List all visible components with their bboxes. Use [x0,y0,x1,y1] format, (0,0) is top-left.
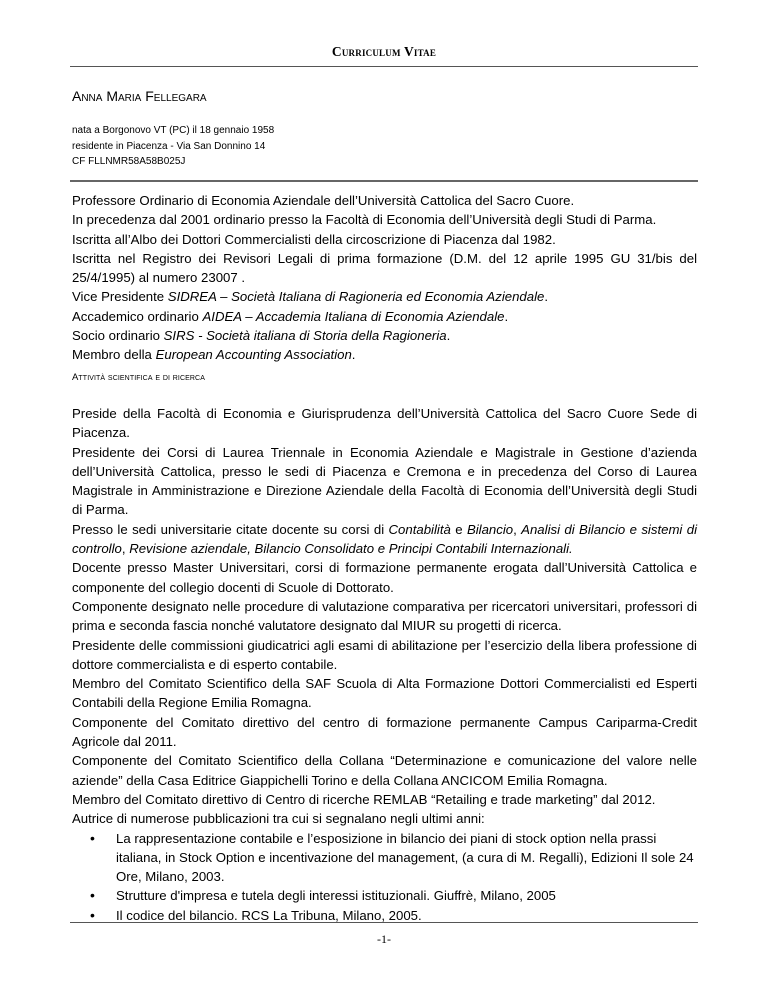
intro-text: Membro della [72,347,156,363]
activity-paragraph [72,520,697,559]
publication-item: • La rappresentazione contabile e l’esposizione in bilancio dei piani di stock option nella prassi italiana, in Stock Option e incentivazione del management, (a cura di M. Regalli), Edizioni Il sole 24 Ore, Milano, 2003. [72,829,697,887]
intro-line: Professore Ordinario di Economia Aziendale dell’Università Cattolica del Sacro Cuore. [72,193,575,208]
section-rule [70,180,698,182]
publication-item: • Strutture d'impresa e tutela degli interessi istituzionali. Giuffrè, Milano, 2005 [72,886,697,905]
personal-details [72,123,274,170]
intro-line [72,287,697,306]
activity-paragraph: Presidente dei Corsi di Laurea Triennale in Economia Aziendale e Magistrale in Gestione d’azienda dell’Università Cattolica, presso le sedi di Piacenza e Cremona e in precedenza del Corso di Laurea Magistrale in Amministrazione e Direzione Aziendale della Facoltà di Economia dell’Università degli Studi di Parma. [72,444,697,518]
activity-course: Analisi di Bilancio e sistemi di controllo [72,521,697,557]
intro-org: European Accounting Association [155,347,352,363]
activity-paragraph: Componente designato nelle procedure di valutazione comparativa per ricercatori universitari, professori di prima e seconda fascia nonché valutatore designato dal MIUR su progetti di ricerca. [72,598,697,634]
person-name: Anna Maria Fellegara [72,88,207,104]
activity-course: Bilancio [466,521,514,537]
activity-text: , [513,521,522,537]
intro-org: SIDREA – Società Italiana di Ragioneria ed Economia Aziendale [167,289,545,305]
activity-paragraph: Preside della Facoltà di Economia e Giurisprudenza dell’Università Cattolica del Sacro Cuore Sede di Piacenza. [72,406,697,441]
intro-text: . [544,289,549,305]
intro-line: Iscritta nel Registro dei Revisori Legali di prima formazione (D.M. del 12 aprile 1995 GU 31/bis del 25/4/1995) al numero 23007 . [72,250,697,286]
activity-paragraph: Autrice di numerose pubblicazioni tra cui si segnalano negli ultimi anni: [72,811,485,827]
intro-text: Vice Presidente [72,289,168,305]
publication-item: • Il codice del bilancio. RCS La Tribuna, Milano, 2005. [72,906,697,925]
activity-course: Revisione aziendale, Bilancio Consolidato e Principi Contabili Internazionali. [129,541,573,557]
intro-text: Accademico ordinario [72,308,203,324]
intro-line: Iscritta all’Albo dei Dottori Commercialisti della circoscrizione di Piacenza dal 1982. [72,231,556,247]
intro-text: . [351,347,356,363]
activity-paragraph: Presidente delle commissioni giudicatrici agli esami di abilitazione per l’esercizio della libera professione di dottore commercialista e di esperto contabile. [72,637,697,672]
activity-paragraph: Membro del Comitato direttivo di Centro di ricerche REMLAB “Retailing e trade marketing” dal 2012. [72,791,656,807]
intro-org: SIRS - Società italiana di Storia della Ragioneria [163,328,447,344]
tax-code: CF FLLNMR58A58B025J [72,156,186,167]
activity-text: , [121,541,130,557]
activity-paragraph: Componente del Comitato direttivo del centro di formazione permanente Campus Cariparma-Credit Agricole dal 2011. [72,714,697,750]
intro-line [72,326,697,345]
activity-paragraph: Componente del Comitato Scientifico della Collana “Determinazione e comunicazione del valore nelle aziende” della Casa Editrice Giappichelli Torino e della Collana ANCICOM Emilia Romagna. [72,753,697,788]
activity-course: Contabilità [388,521,451,537]
intro-text: . [446,328,451,344]
activity-paragraph: Membro del Comitato Scientifico della SAF Scuola di Alta Formazione Dottori Commercialisti ed Esperti Contabili della Regione Emilia Romagna. [72,676,697,711]
intro-line: In precedenza dal 2001 ordinario presso la Facoltà di Economia dell’Università degli Studi di Parma. [72,212,657,228]
intro-text: . [504,308,509,324]
intro-block [72,191,697,365]
title-rule [70,66,698,67]
activity-text: Presso le sedi universitarie citate docente su corsi di [72,521,389,537]
birth-info: nata a Borgonovo VT (PC) il 18 gennaio 1958 [72,125,275,136]
publication-list [72,829,697,925]
footer-rule [70,922,698,923]
document-title: Curriculum Vitae [331,44,437,59]
page-number: -1- [377,932,391,946]
intro-org: AIDEA – Accademia Italiana di Economia Aziendale [202,308,505,324]
intro-text: Socio ordinario [72,328,164,344]
activity-paragraph: Docente presso Master Universitari, corsi di formazione permanente erogata dall’Università Cattolica e componente del collegio docenti di Scuole di Dottorato. [72,560,697,595]
intro-line [72,307,697,326]
section-heading: Attività scientifica e di ricerca [72,372,205,383]
intro-line [72,345,697,364]
activity-block [72,404,697,925]
activity-text: e [450,521,467,537]
residence-info: residente in Piacenza - Via San Donnino 14 [72,140,266,152]
